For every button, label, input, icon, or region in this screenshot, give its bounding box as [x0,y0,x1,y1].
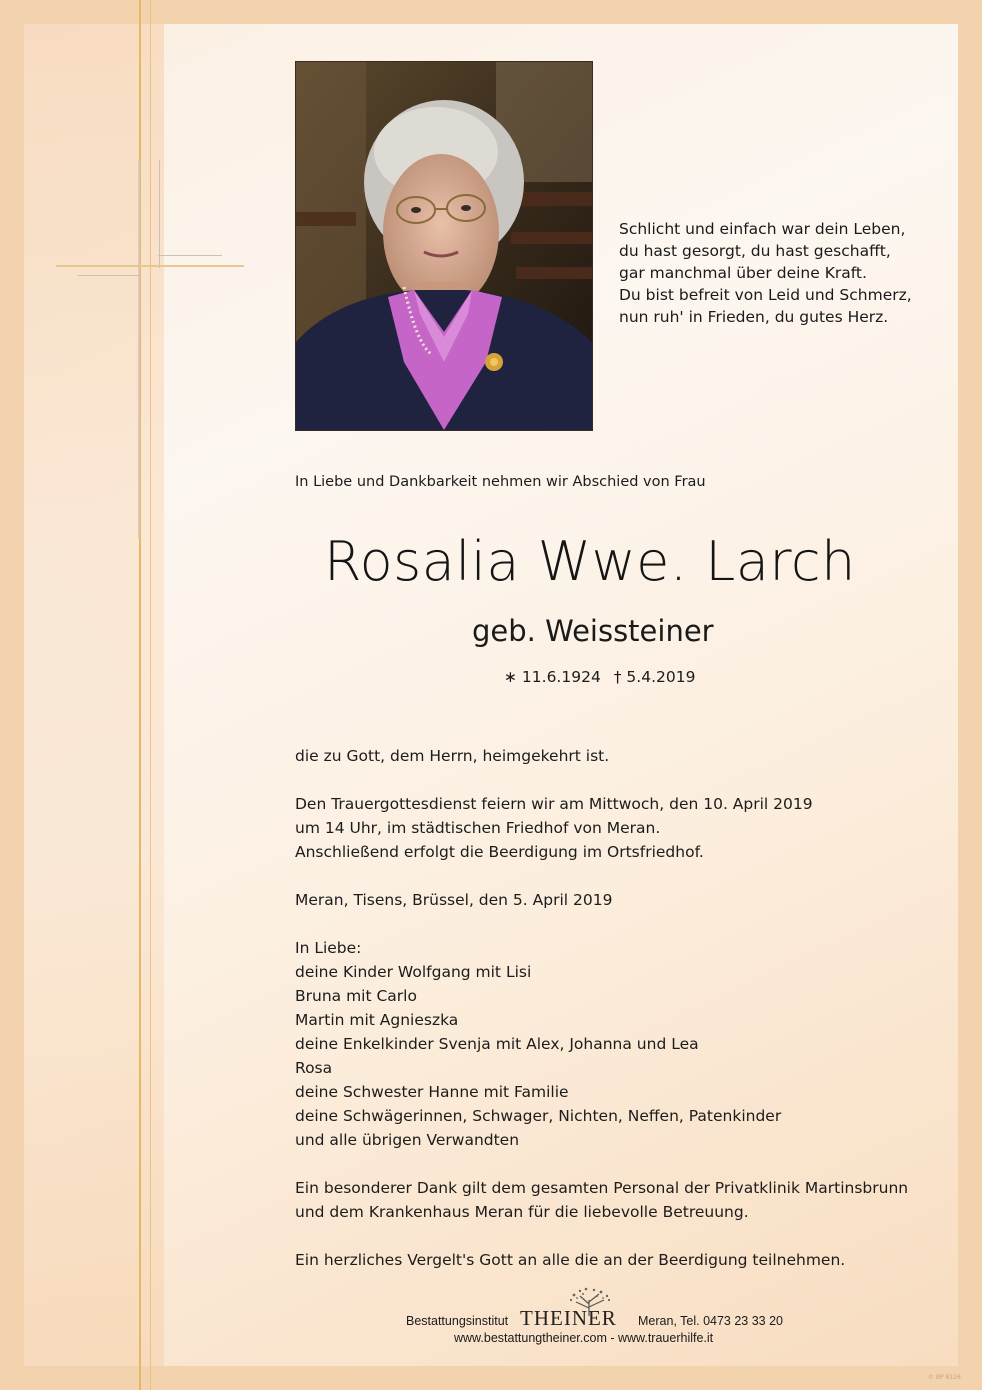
death-date: † 5.4.2019 [613,668,696,686]
text-line: und dem Krankenhaus Meran für die liebevolle Betreuung. [295,1203,749,1221]
text-line: deine Enkelkinder Svenja mit Alex, Johanna und Lea [295,1035,699,1053]
left-band [24,24,164,1366]
text-line: die zu Gott, dem Herrn, heimgekehrt ist. [295,747,610,765]
footer-contact: Meran, Tel. 0473 23 33 20 [638,1314,784,1328]
maiden-name: geb. Weissteiner [472,614,714,648]
obituary-body [295,720,935,1296]
text-line: deine Kinder Wolfgang mit Lisi [295,963,532,981]
text-line: um 14 Uhr, im städtischen Friedhof von Meran. [295,819,661,837]
text-line: Rosa [295,1059,333,1077]
poem-line: Du bist befreit von Leid und Schmerz, [619,286,912,304]
funeral-home-name: THEINER [520,1306,617,1330]
text-line: Meran, Tisens, Brüssel, den 5. April 2019 [295,891,613,909]
life-dates [504,668,703,686]
text-line: Anschließend erfolgt die Beerdigung im Ortsfriedhof. [295,843,704,861]
poem-line: du hast gesorgt, du hast geschafft, [619,242,891,260]
footer-website: www.bestattungtheiner.com - www.trauerhilfe.it [454,1331,714,1345]
deceased-name: Rosalia Wwe. Larch [324,530,856,593]
text-line: deine Schwester Hanne mit Familie [295,1083,569,1101]
print-code: © BP 8126 [928,1374,961,1381]
birth-date: ∗ 11.6.1924 [504,668,601,686]
text-line: Ein herzliches Vergelt's Gott an alle die an der Beerdigung teilnehmen. [295,1251,846,1269]
text-line: Ein besonderer Dank gilt dem gesamten Personal der Privatklinik Martinsbrunn [295,1179,909,1197]
text-line: deine Schwägerinnen, Schwager, Nichten, Neffen, Patenkinder [295,1107,782,1125]
footer-label: Bestattungsinstitut [406,1314,509,1328]
text-line: Martin mit Agnieszka [295,1011,459,1029]
poem-line: gar manchmal über deine Kraft. [619,264,867,282]
poem-line: Schlicht und einfach war dein Leben, [619,220,906,238]
gold-line-vertical-2 [150,0,151,1390]
intro-text: In Liebe und Dankbarkeit nehmen wir Abschied von Frau [295,474,706,490]
poem-line: nun ruh' in Frieden, du gutes Herz. [619,308,889,326]
text-line: Den Trauergottesdienst feiern wir am Mittwoch, den 10. April 2019 [295,795,813,813]
text-line: Bruna mit Carlo [295,987,417,1005]
poem [619,218,959,328]
text-line: und alle übrigen Verwandten [295,1131,520,1149]
portrait-photo [295,61,593,431]
text-line: In Liebe: [295,939,362,957]
